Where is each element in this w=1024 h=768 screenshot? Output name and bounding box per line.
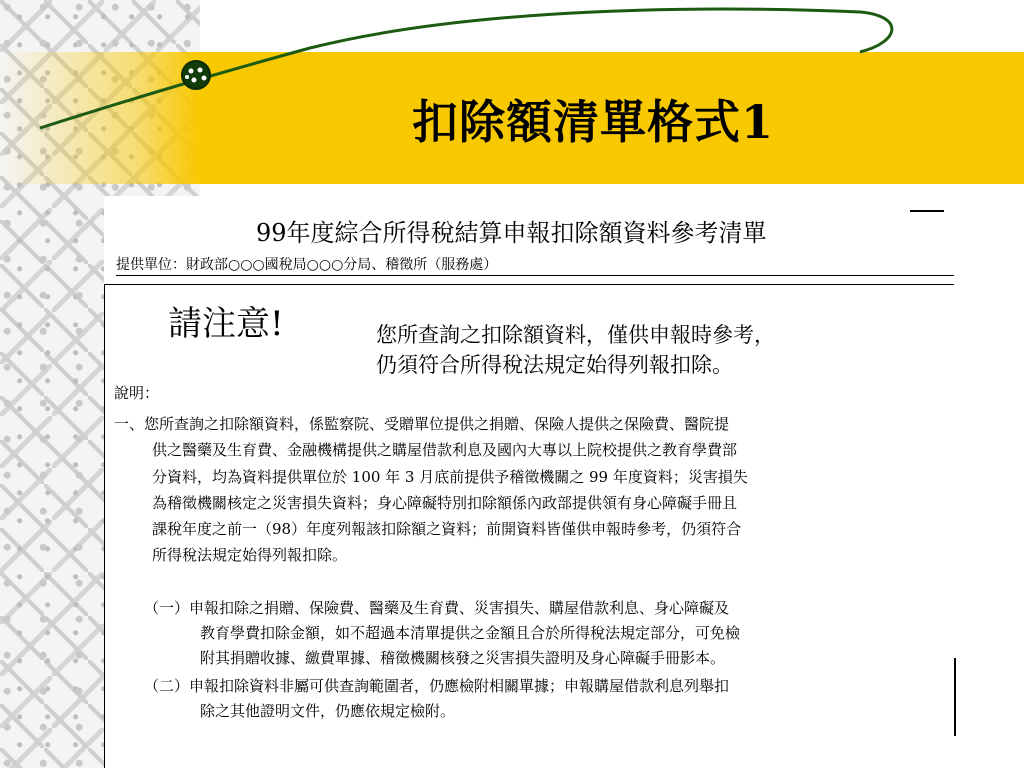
explanation-item-1	[114, 411, 956, 569]
item-line: 供之醫藥及生育費、金融機構提供之購屋借款利息及國內大專以上院校提供之教育學費部	[152, 441, 738, 460]
notice-text	[376, 320, 775, 380]
item-line: 一、您所查詢之扣除額資料，係監察院、受贈單位提供之捐贈、保險人提供之保險費、醫院提	[114, 415, 730, 433]
notice-line: 仍須符合所得稅法規定始得列報扣除。	[376, 353, 733, 377]
provider-line: 提供單位：財政部○○○國稅局○○○分局、稽徵所（服務處）	[116, 257, 498, 273]
sub-item-line: 除之其他證明文件，仍應依規定檢附。	[200, 702, 456, 720]
item-line: 課稅年度之前一（98）年度列報該扣除額之資料；前開資料皆僅供申報時參考，仍須符合	[152, 520, 742, 539]
slide-title: 扣除額清單格式1	[412, 95, 775, 149]
item-line: 分資料，均為資料提供單位於 100 年 3 月底前提供予稽徵機關之 99 年度資料；災害損失	[152, 467, 748, 486]
notice-label: 請注意!	[168, 304, 284, 344]
sub-item-line: （一）申報扣除之捐贈、保險費、醫藥及生育費、災害損失、購屋借款利息、身心障礙及	[144, 599, 730, 617]
notice-line: 您所查詢之扣除額資料，僅供申報時參考，	[376, 323, 775, 347]
left-border	[104, 284, 105, 768]
divider-rule	[104, 284, 954, 285]
sub-item-1	[144, 596, 956, 671]
document-heading: 99年度綜合所得稅結算申報扣除額資料參考清單	[256, 219, 767, 247]
explanation-label: 說明：	[114, 384, 160, 402]
scanned-document	[104, 196, 960, 768]
sub-item-line: 教育學費扣除金額，如不超過本清單提供之金額且合於所得稅法規定部分，可免檢	[200, 624, 741, 642]
sub-item-line: （二）申報扣除資料非屬可供查詢範圍者，仍應檢附相關單據；申報購屋借款利息列舉扣	[144, 677, 730, 695]
divider-rule	[116, 275, 954, 276]
sub-item-2	[144, 674, 956, 724]
swoosh-knob-icon	[182, 61, 210, 89]
top-dash	[910, 210, 944, 212]
item-line: 所得稅法規定始得列報扣除。	[152, 546, 348, 565]
item-line: 為稽徵機關核定之災害損失資料；身心障礙特別扣除額係內政部提供領有身心障礙手冊且	[152, 493, 738, 512]
sub-item-line: 附其捐贈收據、繳費單據、稽徵機關核發之災害損失證明及身心障礙手冊影本。	[200, 649, 726, 667]
